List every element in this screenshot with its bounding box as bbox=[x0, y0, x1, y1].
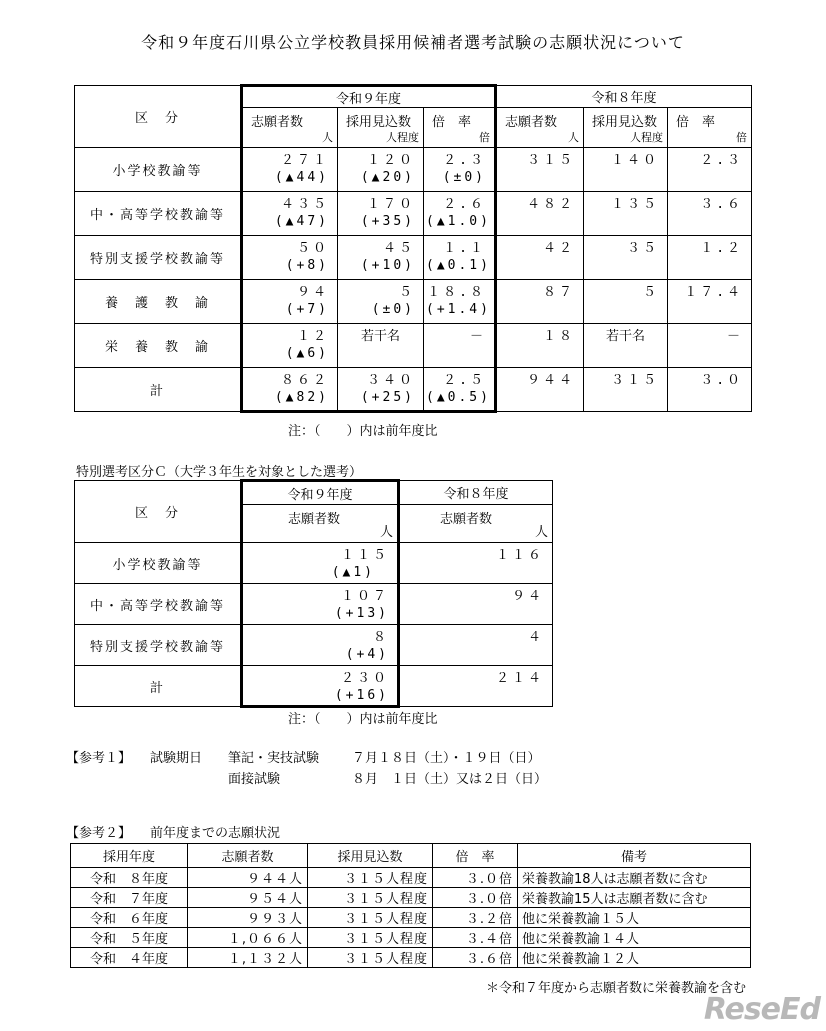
prev-applicants-cell: ３１５ bbox=[496, 148, 584, 192]
prev-hires-cell: １３５ bbox=[584, 192, 668, 236]
row-category: 特別支援学校教諭等 bbox=[75, 236, 242, 280]
applicants-cell: ９４ (+7) bbox=[242, 280, 338, 324]
hires-cell: ３１５人程度 bbox=[308, 928, 433, 948]
hires-cell: ３４０ (+25) bbox=[338, 368, 424, 412]
ref2-label: 【参考２】 bbox=[66, 826, 132, 841]
table-row bbox=[75, 148, 752, 192]
applicants-cell: ２３０ (+16) bbox=[242, 666, 399, 707]
row-category: 中・高等学校教諭等 bbox=[75, 584, 242, 625]
remarks-cell: 他に栄養教諭１５人 bbox=[518, 908, 751, 928]
prev-hires-cell: ３５ bbox=[584, 236, 668, 280]
hires-cell: ４５ (+10) bbox=[338, 236, 424, 280]
ratio-cell: ２.３ (±0) bbox=[424, 148, 496, 192]
row-category: 中・高等学校教諭等 bbox=[75, 192, 242, 236]
table-row bbox=[75, 324, 752, 368]
ratio-cell: １８.８ (+1.4) bbox=[424, 280, 496, 324]
ref1-written-label: 筆記・実技試験 bbox=[228, 751, 320, 766]
applicants-cell: １１５ (▲1) bbox=[242, 543, 399, 584]
ratio-cell: ３.０倍 bbox=[433, 888, 518, 908]
hires-cell: ３１５人程度 bbox=[308, 908, 433, 928]
prev-applicants-cell: ９４４ bbox=[496, 368, 584, 412]
hires-cell: ３１５人程度 bbox=[308, 868, 433, 888]
ref1-heading: 試験期日 bbox=[150, 751, 203, 766]
hires-cell: ３１５人程度 bbox=[308, 948, 433, 968]
applicants-cell: ９９３人 bbox=[188, 908, 308, 928]
prev-hires-col-header: 採用見込数 人程度 bbox=[584, 108, 668, 148]
applicants-cell: ２７１ (▲44) bbox=[242, 148, 338, 192]
table-row bbox=[71, 868, 751, 888]
row-category: 特別支援学校教諭等 bbox=[75, 625, 242, 666]
year-cell: 令和 ８年度 bbox=[71, 868, 188, 888]
prev-ratio-cell: １.２ bbox=[668, 236, 752, 280]
year-cell: 令和 ６年度 bbox=[71, 908, 188, 928]
table1-note: 注：（ ）内は前年度比 bbox=[288, 424, 438, 439]
prev-ratio-cell: ２.３ bbox=[668, 148, 752, 192]
prev-applicants-cell: ９４ bbox=[399, 584, 553, 625]
ratio-cell: ３.６倍 bbox=[433, 948, 518, 968]
ref1-interview-date: ８月 １日（土）又は２日（日） bbox=[352, 772, 548, 787]
header-hires: 採用見込数 bbox=[308, 844, 433, 868]
table-row bbox=[75, 625, 553, 666]
header-applicants: 志願者数 bbox=[188, 844, 308, 868]
hires-col-header: 採用見込数 人程度 bbox=[338, 108, 424, 148]
ratio-col-header: 倍 率 倍 bbox=[424, 108, 496, 148]
ratio-cell: ３.２倍 bbox=[433, 908, 518, 928]
ratio-cell: ２.５ (▲0.5) bbox=[424, 368, 496, 412]
ref1-interview-label: 面接試験 bbox=[228, 772, 281, 787]
hires-cell: 若干名 bbox=[338, 324, 424, 368]
year-prev-header: 令和８年度 bbox=[496, 86, 752, 108]
hires-cell: １２０ (▲20) bbox=[338, 148, 424, 192]
ref2-heading: 前年度までの志願状況 bbox=[150, 826, 281, 841]
applicants-cell: １,１３２人 bbox=[188, 948, 308, 968]
applicants-cell: ９５４人 bbox=[188, 888, 308, 908]
prev-applicants-cell: ４ bbox=[399, 625, 553, 666]
prev-applicants-cell: ２１４ bbox=[399, 666, 553, 707]
special-selection-table bbox=[74, 479, 553, 708]
prev-applicants-cell: ８７ bbox=[496, 280, 584, 324]
prev-applicants-cell: １１６ bbox=[399, 543, 553, 584]
applicants-table bbox=[74, 84, 752, 413]
prev-ratio-col-header: 倍 率 倍 bbox=[668, 108, 752, 148]
ref2-footnote: ＊令和７年度から志願者数に栄養教諭を含む bbox=[485, 981, 746, 996]
row-category: 養 護 教 諭 bbox=[75, 280, 242, 324]
prev-ratio-cell: １７.４ bbox=[668, 280, 752, 324]
applicants-cell: １０７ (+13) bbox=[242, 584, 399, 625]
applicants-col-header: 志願者数 人 bbox=[242, 108, 338, 148]
remarks-cell: 他に栄養教諭１２人 bbox=[518, 948, 751, 968]
table-row bbox=[75, 543, 553, 584]
ratio-cell: ３.０倍 bbox=[433, 868, 518, 888]
prev-applicants-cell: ４２ bbox=[496, 236, 584, 280]
row-category: 計 bbox=[75, 666, 242, 707]
year-current-header: 令和９年度 bbox=[242, 86, 496, 108]
applicants-cell: １２ (▲6) bbox=[242, 324, 338, 368]
prev-ratio-cell: － bbox=[668, 324, 752, 368]
header-year: 採用年度 bbox=[71, 844, 188, 868]
hires-cell: ５ (±0) bbox=[338, 280, 424, 324]
ratio-cell: － bbox=[424, 324, 496, 368]
prev-applicants-col-header: 志願者数 人 bbox=[399, 505, 553, 543]
prev-applicants-cell: １８ bbox=[496, 324, 584, 368]
header-remarks: 備考 bbox=[518, 844, 751, 868]
ratio-cell: ３.４倍 bbox=[433, 928, 518, 948]
year-cell: 令和 ７年度 bbox=[71, 888, 188, 908]
prev-ratio-cell: ３.０ bbox=[668, 368, 752, 412]
remarks-cell: 栄養教諭15人は志願者数に含む bbox=[518, 888, 751, 908]
ref1-label: 【参考１】 bbox=[66, 751, 132, 766]
ref1-written-date: ７月１８日（土）・１９日（日） bbox=[352, 751, 541, 766]
table-row bbox=[75, 236, 752, 280]
prev-hires-cell: 若干名 bbox=[584, 324, 668, 368]
prev-applicants-cell: ４８２ bbox=[496, 192, 584, 236]
history-table bbox=[70, 843, 751, 968]
applicants-cell: ８６２ (▲82) bbox=[242, 368, 338, 412]
page-title: 令和９年度石川県公立学校教員採用候補者選考試験の志願状況について bbox=[141, 33, 685, 52]
row-category: 小学校教諭等 bbox=[75, 148, 242, 192]
table-row bbox=[71, 908, 751, 928]
ratio-cell: ２.６ (▲1.0) bbox=[424, 192, 496, 236]
year-current-header: 令和９年度 bbox=[242, 481, 399, 505]
table-row bbox=[75, 584, 553, 625]
year-cell: 令和 ５年度 bbox=[71, 928, 188, 948]
category-header: 区 分 bbox=[75, 86, 242, 148]
prev-hires-cell: ５ bbox=[584, 280, 668, 324]
remarks-cell: 他に栄養教諭１４人 bbox=[518, 928, 751, 948]
table-row bbox=[71, 888, 751, 908]
applicants-cell: ８ (+4) bbox=[242, 625, 399, 666]
category-header: 区 分 bbox=[75, 481, 242, 543]
prev-hires-cell: ３１５ bbox=[584, 368, 668, 412]
prev-hires-cell: １４０ bbox=[584, 148, 668, 192]
applicants-cell: ５０ (+8) bbox=[242, 236, 338, 280]
prev-ratio-cell: ３.６ bbox=[668, 192, 752, 236]
applicants-cell: １,０６６人 bbox=[188, 928, 308, 948]
year-cell: 令和 ４年度 bbox=[71, 948, 188, 968]
prev-applicants-col-header: 志願者数 人 bbox=[496, 108, 584, 148]
row-category: 計 bbox=[75, 368, 242, 412]
table2-note: 注：（ ）内は前年度比 bbox=[288, 712, 438, 727]
watermark-logo: ReseEd bbox=[703, 992, 820, 1027]
hires-cell: ３１５人程度 bbox=[308, 888, 433, 908]
ratio-cell: １.１ (▲0.1) bbox=[424, 236, 496, 280]
hires-cell: １７０ (+35) bbox=[338, 192, 424, 236]
table-row bbox=[75, 666, 553, 707]
table-row bbox=[75, 192, 752, 236]
row-category: 栄 養 教 諭 bbox=[75, 324, 242, 368]
year-prev-header: 令和８年度 bbox=[399, 481, 553, 505]
table-row bbox=[71, 928, 751, 948]
table2-caption: 特別選考区分Ｃ（大学３年生を対象とした選考） bbox=[76, 465, 363, 480]
remarks-cell: 栄養教諭18人は志願者数に含む bbox=[518, 868, 751, 888]
table-row bbox=[75, 368, 752, 412]
table-row bbox=[71, 948, 751, 968]
applicants-cell: ９４４人 bbox=[188, 868, 308, 888]
row-category: 小学校教諭等 bbox=[75, 543, 242, 584]
applicants-cell: ４３５ (▲47) bbox=[242, 192, 338, 236]
applicants-col-header: 志願者数 人 bbox=[242, 505, 399, 543]
table-row bbox=[75, 280, 752, 324]
header-ratio: 倍 率 bbox=[433, 844, 518, 868]
